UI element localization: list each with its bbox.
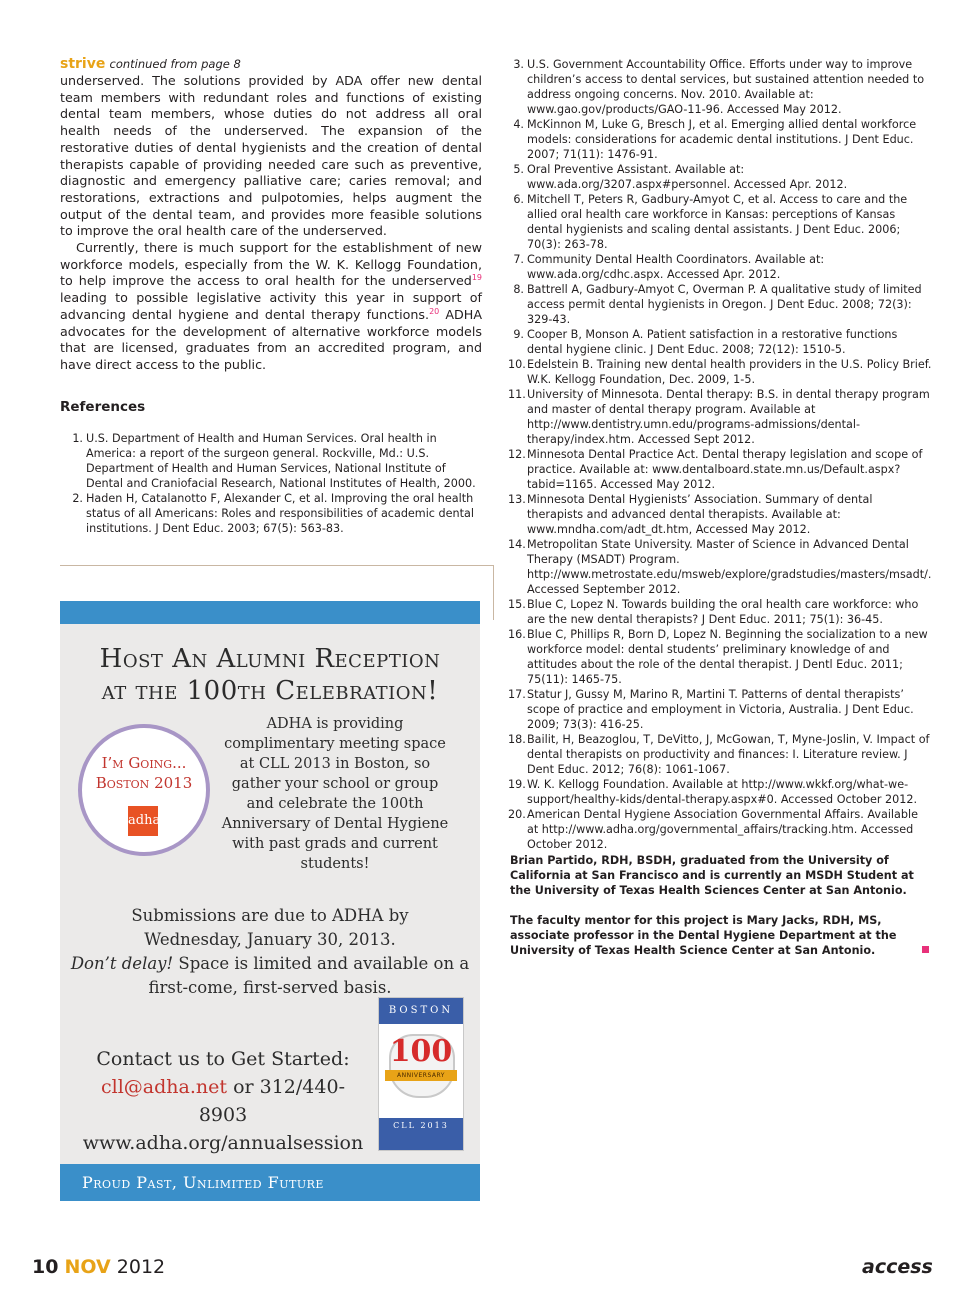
reference-item (508, 357, 932, 387)
footnote-19: 19 (471, 273, 482, 283)
contact-line (78, 1073, 368, 1129)
continuation-line (60, 56, 482, 73)
reference-text: Edelstein B. Training new dental health providers in the U.S. Policy Brief. W.K. Kellogg Foundation, Dec. 2009, 1-5. (527, 358, 932, 386)
reference-number: 10. (508, 358, 526, 371)
reference-text: Cooper B, Monson A. Patient satisfaction in a restorative functions dental hygiene clinic. J Dent Educ. 2008; 72(12): 1510-5. (527, 328, 898, 356)
reference-text: Bailit, H, Beazoglou, T, DeVitto, J, McGowan, T, Myne-Joslin, V. Impact of dental therapists on productivity and finances: I. Literature review. J Dent Educ. 2012; 76(8): 1061-1067. (527, 733, 930, 776)
contact-phone: or 312/440-8903 (198, 1076, 345, 1126)
body-paragraph-1: underserved. The solutions provided by ADA offer new dental team members with redundant roles and functions of existing dental team members, whose duties do not address all oral health needs of the underserved. The expansion of the restorative duties of dental hygienists and the creation of dental therapists capable of providing needed care such as preventive, diagnostic and emergency palliative care; caries removal; and restorations, extractions and pulpotomies, helps augment the output of the dental team, and provides more feasible solutions to improve the oral health care of the underserved. (60, 73, 482, 239)
contact-web-link[interactable]: www.adha.org/annualsession (82, 1132, 364, 1154)
references-list-left (67, 431, 479, 536)
reference-number: 6. (513, 193, 524, 206)
reference-item (508, 492, 932, 537)
submit-emphasis: Don’t delay! (70, 954, 174, 973)
issue-month: NOV (64, 1256, 111, 1278)
badge-line-2: Boston 2013 (95, 774, 193, 792)
section-divider-horizontal (60, 565, 494, 566)
poster-ribbon: ANNIVERSARY (385, 1070, 457, 1081)
reference-number: 17. (508, 688, 526, 701)
ad-contact (78, 1045, 368, 1157)
reference-text: Metropolitan State University. Master of Science in Advanced Dental Therapy (MSADT) Program. http://www.metrostate.edu/msweb/explore/gradstudies/masters/msadt/. Accessed September 2012. (527, 538, 932, 596)
reference-text: Minnesota Dental Practice Act. Dental therapy legislation and scope of practice. Available at: www.dentalboard.state.mn.us/Default.aspx?tabid=1165. Accessed May 2012. (527, 448, 923, 491)
reference-item (508, 777, 932, 807)
reference-number: 8. (513, 283, 524, 296)
reference-item (67, 491, 479, 536)
ad-title-line-1: Host An Alumni Reception (99, 644, 441, 674)
reference-item (508, 597, 932, 627)
reference-number: 12. (508, 448, 526, 461)
reference-number: 11. (508, 388, 526, 401)
reference-text: Battrell A, Gadbury-Amyot C, Overman P. A qualitative study of limited access permit dental hygienists in Oregon. J Dent Educ. 2008; 72(3): 329-43. (527, 283, 922, 326)
end-of-article-square-icon (922, 946, 929, 953)
paragraph2-part-a: Currently, there is much support for the establishment of new workforce models, especially from the W. K. Kellogg Foundation, to help improve the access to oral health for the underserved (60, 240, 482, 289)
reference-item (67, 431, 479, 491)
reference-number: 2. (72, 492, 83, 505)
ad-top-bar (60, 601, 480, 624)
left-column (60, 56, 482, 374)
paragraph2-part-c: ADHA advocates for the development of alternative workforce models that are licensed, graduates from an accredited program, and have direct access to the public. (60, 306, 482, 372)
reference-text: Mitchell T, Peters R, Gadbury-Amyot C, et al. Access to care and the allied oral health care workforce in Kansas: perceptions of Kansas dental hygienists and scaling dental assistants. J Dent Educ. 2006; 70(3): 263-78. (527, 193, 908, 251)
reference-item (508, 162, 932, 192)
reference-number: 7. (513, 253, 524, 266)
reference-text: W. K. Kellogg Foundation. Available at http://www.wkkf.org/what-we-support/healthy-kids/dental-therapy.aspx#0. Accessed October 2012. (527, 778, 918, 806)
reference-item (508, 807, 932, 852)
reference-text: Community Dental Health Coordinators. Available at: www.ada.org/cdhc.aspx. Accessed Apr. 2012. (527, 253, 825, 281)
reference-item (508, 192, 932, 252)
author-bio: Brian Partido, RDH, BSDH, graduated from the University of California at San Francisco and is currently an MSDH Student at the University of Texas Health Sciences Center at San Antonio. (510, 854, 914, 897)
section-divider-vertical (493, 565, 494, 620)
badge-text (82, 753, 206, 793)
poster-event: CLL 2013 (379, 1118, 463, 1150)
reference-number: 1. (72, 432, 83, 445)
submit-line-4: first-come, first-served basis. (148, 978, 392, 997)
reference-text: Haden H, Catalanotto F, Alexander C, et al. Improving the oral health status of all Americans: Roles and responsibilities of academic dental institutions. J Dent Educ. 2003; 67(5): 563-83. (86, 492, 474, 535)
reference-number: 4. (513, 118, 524, 131)
mentor-bio: The faculty mentor for this project is Mary Jacks, RDH, MS, associate professor in the Dental Hygiene Department at the University of Texas Health Science Center at San Antonio. (510, 914, 897, 957)
reference-text: Statur J, Gussy M, Marino R, Martini T. Patterns of dental therapists’ scope of practice and employment in Victoria, Australia. J Dent Educ. 2009; 73(3): 416-25. (527, 688, 914, 731)
reference-item (508, 627, 932, 687)
adha-logo-icon: adha (128, 806, 158, 836)
references-heading: References (60, 399, 146, 415)
reference-text: University of Minnesota. Dental therapy: B.S. in dental therapy program and master of dental therapy program. Available at http://www.dentistry.umn.edu/programs-admissions/dental-therapy/index.htm. Accessed Sept 2012. (527, 388, 930, 446)
reference-number: 9. (513, 328, 524, 341)
reference-item (508, 537, 932, 597)
reference-item (508, 687, 932, 732)
body-paragraph-2 (60, 240, 482, 374)
im-going-badge (78, 724, 210, 856)
reference-item (508, 447, 932, 492)
reference-number: 13. (508, 493, 526, 506)
footnote-20: 20 (429, 306, 440, 316)
page-folio (32, 1255, 165, 1279)
reference-number: 15. (508, 598, 526, 611)
ad-footer-bar (60, 1164, 480, 1201)
poster-number: 100 (389, 1034, 453, 1069)
section-name: strive (60, 56, 106, 72)
alumni-reception-ad (60, 601, 480, 1201)
magazine-name: access (862, 1256, 933, 1278)
reference-item (508, 732, 932, 777)
submit-line-1: Submissions are due to ADHA by (131, 906, 409, 925)
ad-title-line-2: at the 100th Celebration! (101, 676, 439, 706)
reference-item (508, 57, 932, 117)
reference-number: 18. (508, 733, 526, 746)
reference-text: Blue C, Lopez N. Towards building the oral health care workforce: who are the new dental therapists? J Dent Educ. 2011; 75(1): 36-45. (527, 598, 919, 626)
reference-number: 16. (508, 628, 526, 641)
reference-item (508, 117, 932, 162)
contact-email-link[interactable]: cll@adha.net (101, 1076, 228, 1098)
submit-line-3 (70, 952, 470, 976)
badge-line-1: I’m Going... (101, 754, 187, 772)
continuation-note: continued from page 8 (109, 57, 241, 71)
references-list-right (508, 57, 932, 852)
reference-number: 3. (513, 58, 524, 71)
reference-text: Blue C, Phillips R, Born D, Lopez N. Beginning the socialization to a new workforce model: dental students’ preliminary knowledge of and attitudes about the role of the dental therapist. J Dentl Educ. 2011; 75(11): 1465-75. (527, 628, 928, 686)
issue-year: 2012 (116, 1256, 166, 1278)
reference-text: U.S. Government Accountability Office. Efforts under way to improve children’s access to dental services, but sustained attention needed to address ongoing concerns. Nov. 2010. Available at: www.gao.gov/products/GAO-11-96. Accessed May 2012. (527, 58, 925, 116)
submit-line-2: Wednesday, January 30, 2013. (144, 930, 396, 949)
reference-item (508, 327, 932, 357)
reference-number: 14. (508, 538, 526, 551)
reference-text: McKinnon M, Luke G, Bresch J, et al. Emerging allied dental workforce models: considerations for academic dental institutions. J Dent Educ. 2007; 71(11): 1476-91. (527, 118, 917, 161)
page-number: 10 (32, 1256, 59, 1278)
ad-blurb: ADHA is providing complimentary meeting space at CLL 2013 in Boston, so gather your school or group and celebrate the 100th Anniversary of Dental Hygiene with past grads and current students! (221, 716, 449, 872)
contact-heading: Contact us to Get Started: (96, 1048, 350, 1070)
submit-line-3-text: Space is limited and available on a (173, 954, 470, 973)
reference-text: American Dental Hygiene Association Governmental Affairs. Available at http://www.adha.org/governmental_affairs/tracking.htm. Accessed October 2012. (527, 808, 918, 851)
reference-text: U.S. Department of Health and Human Services. Oral health in America: a report of the surgeon general. Rockville, Md.: U.S. Department of Health and Human Services, National Institute of Dental and Craniofacial Research, National Institutes of Health, 2000. (86, 432, 476, 490)
reference-item (508, 387, 932, 447)
reference-text: Oral Preventive Assistant. Available at: www.ada.org/3207.aspx#personnel. Accessed Apr. 2012. (527, 163, 848, 191)
reference-number: 20. (508, 808, 526, 821)
reference-number: 19. (508, 778, 526, 791)
ad-submission-info (70, 904, 470, 1000)
ad-title (60, 643, 480, 707)
paragraph2-part-b: leading to possible legislative activity this year in support of advancing dental hygiene and dental therapy functions. (60, 290, 482, 322)
reference-item (508, 282, 932, 327)
boston-100th-poster (378, 997, 464, 1151)
reference-number: 5. (513, 163, 524, 176)
poster-city: BOSTON (379, 998, 463, 1024)
ad-tagline: Proud Past, Unlimited Future (82, 1173, 324, 1192)
reference-text: Minnesota Dental Hygienists’ Association. Summary of dental therapists and advanced dental therapists. Available at: www.mndha.com/adt_dt.htm, Accessed May 2012. (527, 493, 873, 536)
reference-item (508, 252, 932, 282)
